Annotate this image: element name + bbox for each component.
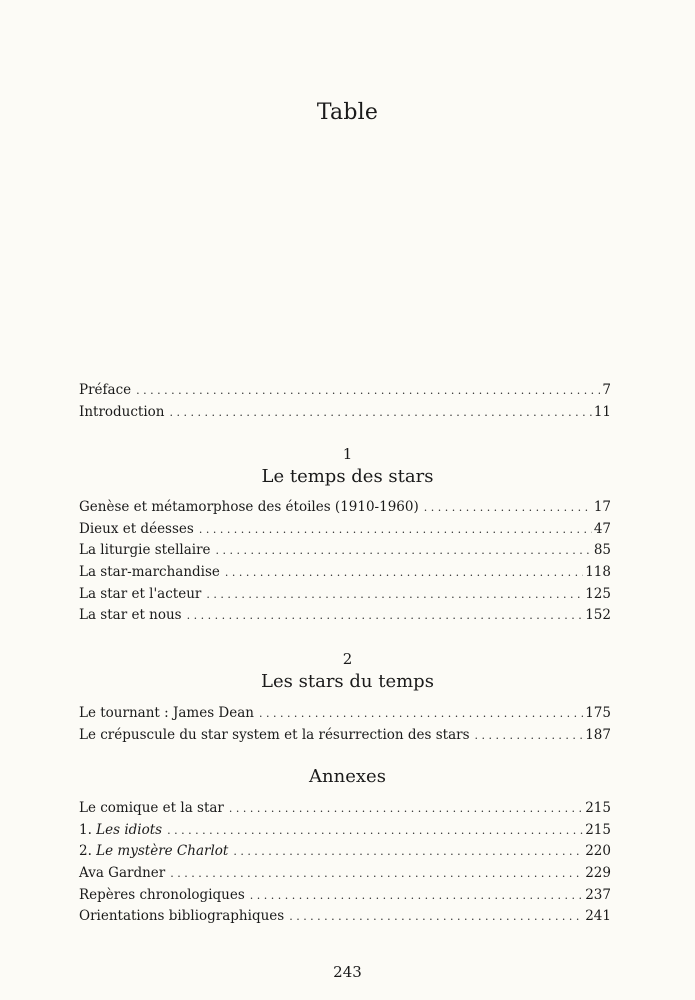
toc-entry[interactable]	[79, 519, 611, 541]
toc-entry-page: 241	[585, 908, 611, 925]
toc-entry-prefix: 2.	[79, 843, 97, 860]
leader-dots	[170, 402, 592, 424]
toc-entry[interactable]	[79, 841, 611, 863]
toc-entry-label: La star et nous	[79, 607, 182, 624]
leader-dots	[199, 519, 592, 541]
toc-entry-label: Le comique et la star	[79, 800, 224, 816]
section-2-list	[79, 703, 611, 746]
leader-dots	[233, 841, 583, 863]
toc-entry-page: 215	[585, 821, 611, 838]
toc-entry-page: 85	[593, 542, 611, 559]
toc-entry-page: 220	[585, 843, 611, 860]
leader-dots	[229, 798, 583, 820]
toc-entry-label	[79, 841, 228, 863]
annexes-list	[79, 798, 611, 928]
toc-entry-label: La liturgie stellaire	[79, 542, 211, 559]
toc-entry-label: Le crépuscule du star system et la résurrection des stars	[79, 726, 470, 743]
section-title: Annexes	[309, 766, 386, 787]
front-matter-list	[79, 380, 611, 423]
toc-entry-page: 229	[585, 865, 611, 882]
leader-dots	[206, 584, 583, 606]
leader-dots	[136, 380, 600, 402]
section-title: Le temps des stars	[261, 466, 434, 487]
toc-entry[interactable]	[79, 798, 611, 820]
toc-entry-page: 7	[602, 382, 611, 398]
toc-entry[interactable]	[79, 820, 611, 842]
page-number: 243	[333, 963, 362, 981]
toc-entry[interactable]	[79, 863, 611, 885]
leader-dots	[167, 820, 583, 842]
section-number: 2	[342, 650, 353, 668]
toc-entry[interactable]	[79, 497, 611, 519]
section-1-list	[79, 497, 611, 627]
toc-entry[interactable]	[79, 703, 611, 725]
toc-entry[interactable]	[79, 540, 611, 562]
toc-entry-label: Préface	[79, 382, 132, 398]
toc-entry-label: Introduction	[79, 403, 165, 420]
toc-entry-introduction[interactable]	[79, 402, 611, 424]
toc-entry-page: 187	[585, 726, 611, 743]
toc-entry[interactable]	[79, 605, 611, 627]
toc-entry-page: 175	[585, 705, 611, 721]
toc-entry[interactable]	[79, 584, 611, 606]
toc-entry-italic-title: Le mystère Charlot	[96, 843, 229, 860]
toc-entry-label: Dieux et déesses	[79, 520, 194, 537]
leader-dots	[216, 540, 592, 562]
leader-dots	[475, 725, 584, 747]
toc-entry-page: 237	[585, 886, 611, 903]
toc-entry-label: La star et l'acteur	[79, 585, 202, 602]
toc-entry-page: 47	[593, 520, 611, 537]
leader-dots	[289, 906, 583, 928]
toc-entry[interactable]	[79, 725, 611, 747]
toc-entry-page: 11	[593, 403, 611, 420]
toc-entry-label: Genèse et métamorphose des étoiles (1910-1960)	[79, 499, 419, 515]
leader-dots	[424, 497, 592, 519]
toc-entry[interactable]	[79, 906, 611, 928]
toc-entry-preface[interactable]	[79, 380, 611, 402]
leader-dots	[170, 863, 583, 885]
toc-entry-prefix: 1.	[79, 821, 97, 838]
toc-entry[interactable]	[79, 885, 611, 907]
page-title: Table	[316, 100, 379, 125]
leader-dots	[250, 885, 583, 907]
toc-entry-label: Le tournant : James Dean	[79, 705, 254, 721]
toc-entry-label	[79, 820, 162, 842]
section-title: Les stars du temps	[261, 671, 434, 692]
toc-entry-label: Ava Gardner	[79, 865, 166, 882]
toc-entry-label: Repères chronologiques	[79, 886, 245, 903]
leader-dots	[225, 562, 583, 584]
toc-entry-italic-title: Les idiots	[96, 821, 163, 838]
toc-entry-page: 125	[585, 585, 611, 602]
leader-dots	[187, 605, 584, 627]
toc-entry[interactable]	[79, 562, 611, 584]
toc-entry-page: 215	[585, 800, 611, 816]
toc-entry-label: Orientations bibliographiques	[79, 908, 285, 925]
toc-entry-label: La star-marchandise	[79, 564, 220, 581]
leader-dots	[259, 703, 583, 725]
toc-entry-page: 118	[585, 564, 611, 581]
section-number: 1	[342, 445, 353, 463]
toc-entry-page: 17	[593, 499, 611, 515]
toc-entry-page: 152	[585, 607, 611, 624]
